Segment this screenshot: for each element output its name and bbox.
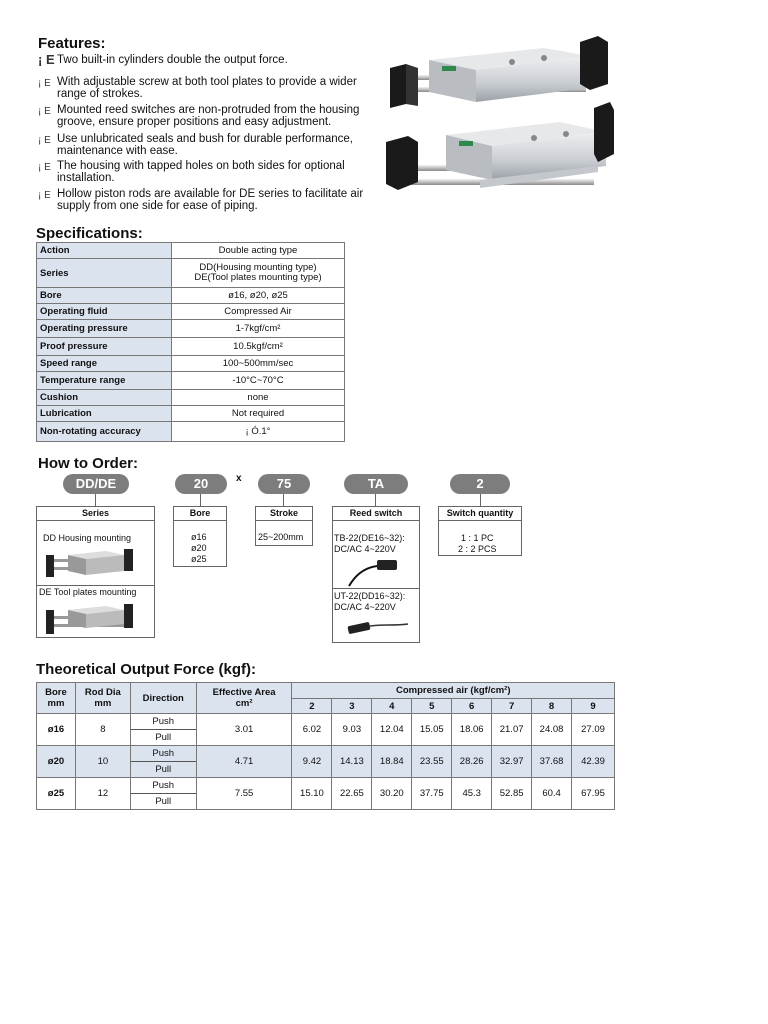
spec-key: Proof pressure bbox=[37, 338, 172, 356]
feature-item bbox=[38, 189, 373, 212]
direction-cell bbox=[130, 778, 196, 810]
direction-pull: Pull bbox=[155, 764, 172, 775]
force-cell: 42.39 bbox=[572, 746, 615, 778]
order-code-stroke: 75 bbox=[258, 474, 310, 494]
header-area-label: Effective Area bbox=[212, 687, 276, 698]
header-bore-unit: mm bbox=[47, 698, 65, 709]
feature-text: Two built-in cylinders double the output force. bbox=[57, 54, 288, 66]
force-cell: 52.85 bbox=[492, 778, 532, 810]
rod-cell: 12 bbox=[75, 778, 130, 810]
feature-item bbox=[38, 134, 373, 157]
direction-pull: Pull bbox=[155, 732, 172, 743]
pressure-value: 3 bbox=[332, 699, 372, 714]
bore-cell: ø16 bbox=[37, 714, 76, 746]
force-cell: 14.13 bbox=[332, 746, 372, 778]
output-force-title: Theoretical Output Force (kgf): bbox=[36, 661, 257, 678]
spec-row bbox=[37, 406, 345, 422]
bullet-mark: ¡ E bbox=[38, 162, 51, 173]
header-pressure: Compressed air (kgf/cm²) bbox=[292, 683, 615, 699]
direction-cell bbox=[130, 714, 196, 746]
area-cell: 7.55 bbox=[196, 778, 292, 810]
spec-value: ø16, ø20, ø25 bbox=[172, 288, 345, 304]
force-cell: 32.97 bbox=[492, 746, 532, 778]
order-code-reed: TA bbox=[344, 474, 408, 494]
reed-option-line: UT-22(DD16~32): bbox=[334, 591, 406, 601]
spec-value: 100~500mm/sec bbox=[172, 356, 345, 372]
force-cell: 37.75 bbox=[412, 778, 452, 810]
order-header-bore: Bore bbox=[173, 506, 227, 521]
header-bore-label: Bore bbox=[45, 687, 67, 698]
spec-key: Action bbox=[37, 243, 172, 259]
bullet-mark: ¡ E bbox=[38, 106, 51, 117]
spec-key: Series bbox=[37, 259, 172, 288]
spec-row bbox=[37, 422, 345, 442]
force-cell: 67.95 bbox=[572, 778, 615, 810]
spec-row bbox=[37, 304, 345, 320]
order-code-quantity: 2 bbox=[450, 474, 510, 494]
direction-push: Push bbox=[131, 778, 196, 794]
force-cell: 24.08 bbox=[532, 714, 572, 746]
spec-value: -10°C~70°C bbox=[172, 372, 345, 390]
output-force-table bbox=[36, 682, 615, 810]
table-row bbox=[37, 778, 615, 810]
pressure-value: 9 bbox=[572, 699, 615, 714]
stroke-option: 25~200mm bbox=[258, 532, 304, 542]
feature-item bbox=[38, 161, 373, 184]
order-header-quantity: Switch quantity bbox=[438, 506, 522, 521]
force-cell: 45.3 bbox=[452, 778, 492, 810]
bullet-mark: ¡ E bbox=[38, 52, 55, 67]
reed-switch-ut-image bbox=[342, 616, 412, 640]
spec-key: Temperature range bbox=[37, 372, 172, 390]
direction-cell bbox=[130, 746, 196, 778]
pressure-value: 4 bbox=[372, 699, 412, 714]
rod-cell: 8 bbox=[75, 714, 130, 746]
area-cell: 3.01 bbox=[196, 714, 292, 746]
spec-key: Speed range bbox=[37, 356, 172, 372]
force-cell: 21.07 bbox=[492, 714, 532, 746]
spec-value: Not required bbox=[172, 406, 345, 422]
bore-option: ø25 bbox=[191, 554, 207, 564]
spec-value: none bbox=[172, 390, 345, 406]
direction-push: Push bbox=[131, 746, 196, 762]
spec-row bbox=[37, 338, 345, 356]
header-rod-unit: mm bbox=[94, 698, 112, 709]
force-cell: 22.65 bbox=[332, 778, 372, 810]
spec-value: Compressed Air bbox=[172, 304, 345, 320]
order-header-stroke: Stroke bbox=[255, 506, 313, 521]
header-area-unit: cm² bbox=[235, 698, 253, 709]
bore-cell: ø20 bbox=[37, 746, 76, 778]
spec-value: Double acting type bbox=[172, 243, 345, 259]
product-photo bbox=[384, 30, 616, 200]
pressure-value: 8 bbox=[532, 699, 572, 714]
dd-mounting-image bbox=[44, 545, 136, 583]
spec-row bbox=[37, 259, 345, 288]
area-cell: 4.71 bbox=[196, 746, 292, 778]
quantity-option: 1 : 1 PC bbox=[461, 533, 494, 543]
order-code-series: DD/DE bbox=[63, 474, 129, 494]
quantity-option: 2 : 2 PCS bbox=[458, 544, 497, 554]
pressure-value: 6 bbox=[452, 699, 492, 714]
header-area bbox=[196, 683, 292, 714]
feature-text: The housing with tapped holes on both sides for optional installation. bbox=[57, 160, 345, 184]
spec-value: ¡ Ó.1° bbox=[172, 422, 345, 442]
spec-value: 1-7kgf/cm² bbox=[172, 320, 345, 338]
features-title: Features: bbox=[38, 35, 106, 52]
feature-text: With adjustable screw at both tool plates to provide a wider range of strokes. bbox=[57, 76, 357, 100]
bullet-mark: ¡ E bbox=[38, 135, 51, 146]
series-option: DE Tool plates mounting bbox=[39, 587, 137, 597]
spec-row bbox=[37, 372, 345, 390]
rod-cell: 10 bbox=[75, 746, 130, 778]
spec-row bbox=[37, 390, 345, 406]
force-cell: 6.02 bbox=[292, 714, 332, 746]
series-option: DD Housing mounting bbox=[43, 533, 132, 543]
spec-value-multi bbox=[172, 259, 345, 288]
pressure-value: 5 bbox=[412, 699, 452, 714]
feature-item bbox=[38, 52, 373, 67]
spec-key: Cushion bbox=[37, 390, 172, 406]
force-cell: 27.09 bbox=[572, 714, 615, 746]
connector-line bbox=[200, 494, 201, 506]
force-cell: 30.20 bbox=[372, 778, 412, 810]
spec-key: Lubrication bbox=[37, 406, 172, 422]
table-row bbox=[37, 746, 615, 778]
force-cell: 12.04 bbox=[372, 714, 412, 746]
connector-line bbox=[283, 494, 284, 506]
spec-value: DE(Tool plates mounting type) bbox=[194, 272, 322, 283]
divider bbox=[332, 588, 419, 589]
header-rod bbox=[75, 683, 130, 714]
bore-option: ø20 bbox=[191, 543, 207, 553]
pressure-value: 7 bbox=[492, 699, 532, 714]
specifications-title: Specifications: bbox=[36, 225, 143, 242]
header-rod-label: Rod Dia bbox=[84, 687, 121, 698]
order-separator: x bbox=[236, 473, 242, 484]
direction-push: Push bbox=[131, 714, 196, 730]
spec-row bbox=[37, 243, 345, 259]
order-header-reed: Reed switch bbox=[332, 506, 420, 521]
direction-pull: Pull bbox=[155, 796, 172, 807]
spec-value: 10.5kgf/cm² bbox=[172, 338, 345, 356]
force-cell: 18.84 bbox=[372, 746, 412, 778]
reed-option-line: TB-22(DE16~32): bbox=[334, 533, 405, 543]
pressure-value: 2 bbox=[292, 699, 332, 714]
order-code-bore: 20 bbox=[175, 474, 227, 494]
bullet-mark: ¡ E bbox=[38, 190, 51, 201]
force-cell: 18.06 bbox=[452, 714, 492, 746]
force-cell: 9.03 bbox=[332, 714, 372, 746]
force-cell: 28.26 bbox=[452, 746, 492, 778]
connector-line bbox=[95, 494, 96, 506]
feature-item bbox=[38, 105, 373, 128]
reed-switch-tb-image bbox=[345, 556, 405, 590]
feature-text: Mounted reed switches are non-protruded from the housing groove, ensure proper positions and easy adjustment. bbox=[57, 104, 360, 128]
force-cell: 15.05 bbox=[412, 714, 452, 746]
feature-text: Hollow piston rods are available for DE series to facilitate air supply from one side for ease of piping. bbox=[57, 188, 364, 212]
spec-row bbox=[37, 288, 345, 304]
spec-key: Operating pressure bbox=[37, 320, 172, 338]
connector-line bbox=[375, 494, 376, 506]
spec-key: Non-rotating accuracy bbox=[37, 422, 172, 442]
spec-row bbox=[37, 356, 345, 372]
bullet-mark: ¡ E bbox=[38, 78, 51, 89]
force-cell: 15.10 bbox=[292, 778, 332, 810]
feature-item bbox=[38, 77, 373, 100]
bore-option: ø16 bbox=[191, 532, 207, 542]
spec-key: Operating fluid bbox=[37, 304, 172, 320]
table-row bbox=[37, 714, 615, 746]
spec-value: DD(Housing mounting type) bbox=[199, 262, 317, 273]
spec-row bbox=[37, 320, 345, 338]
connector-line bbox=[480, 494, 481, 506]
reed-option-line: DC/AC 4~220V bbox=[334, 544, 396, 554]
force-cell: 37.68 bbox=[532, 746, 572, 778]
order-header-series: Series bbox=[36, 506, 155, 521]
reed-option-line: DC/AC 4~220V bbox=[334, 602, 396, 612]
header-bore bbox=[37, 683, 76, 714]
force-cell: 9.42 bbox=[292, 746, 332, 778]
header-direction: Direction bbox=[130, 683, 196, 714]
force-cell: 60.4 bbox=[532, 778, 572, 810]
bore-cell: ø25 bbox=[37, 778, 76, 810]
specifications-table bbox=[36, 242, 345, 442]
spec-key: Bore bbox=[37, 288, 172, 304]
force-cell: 23.55 bbox=[412, 746, 452, 778]
how-to-order-title: How to Order: bbox=[38, 455, 138, 472]
feature-text: Use unlubricated seals and bush for durable performance, maintenance with ease. bbox=[57, 133, 353, 157]
de-mounting-image bbox=[44, 598, 136, 636]
